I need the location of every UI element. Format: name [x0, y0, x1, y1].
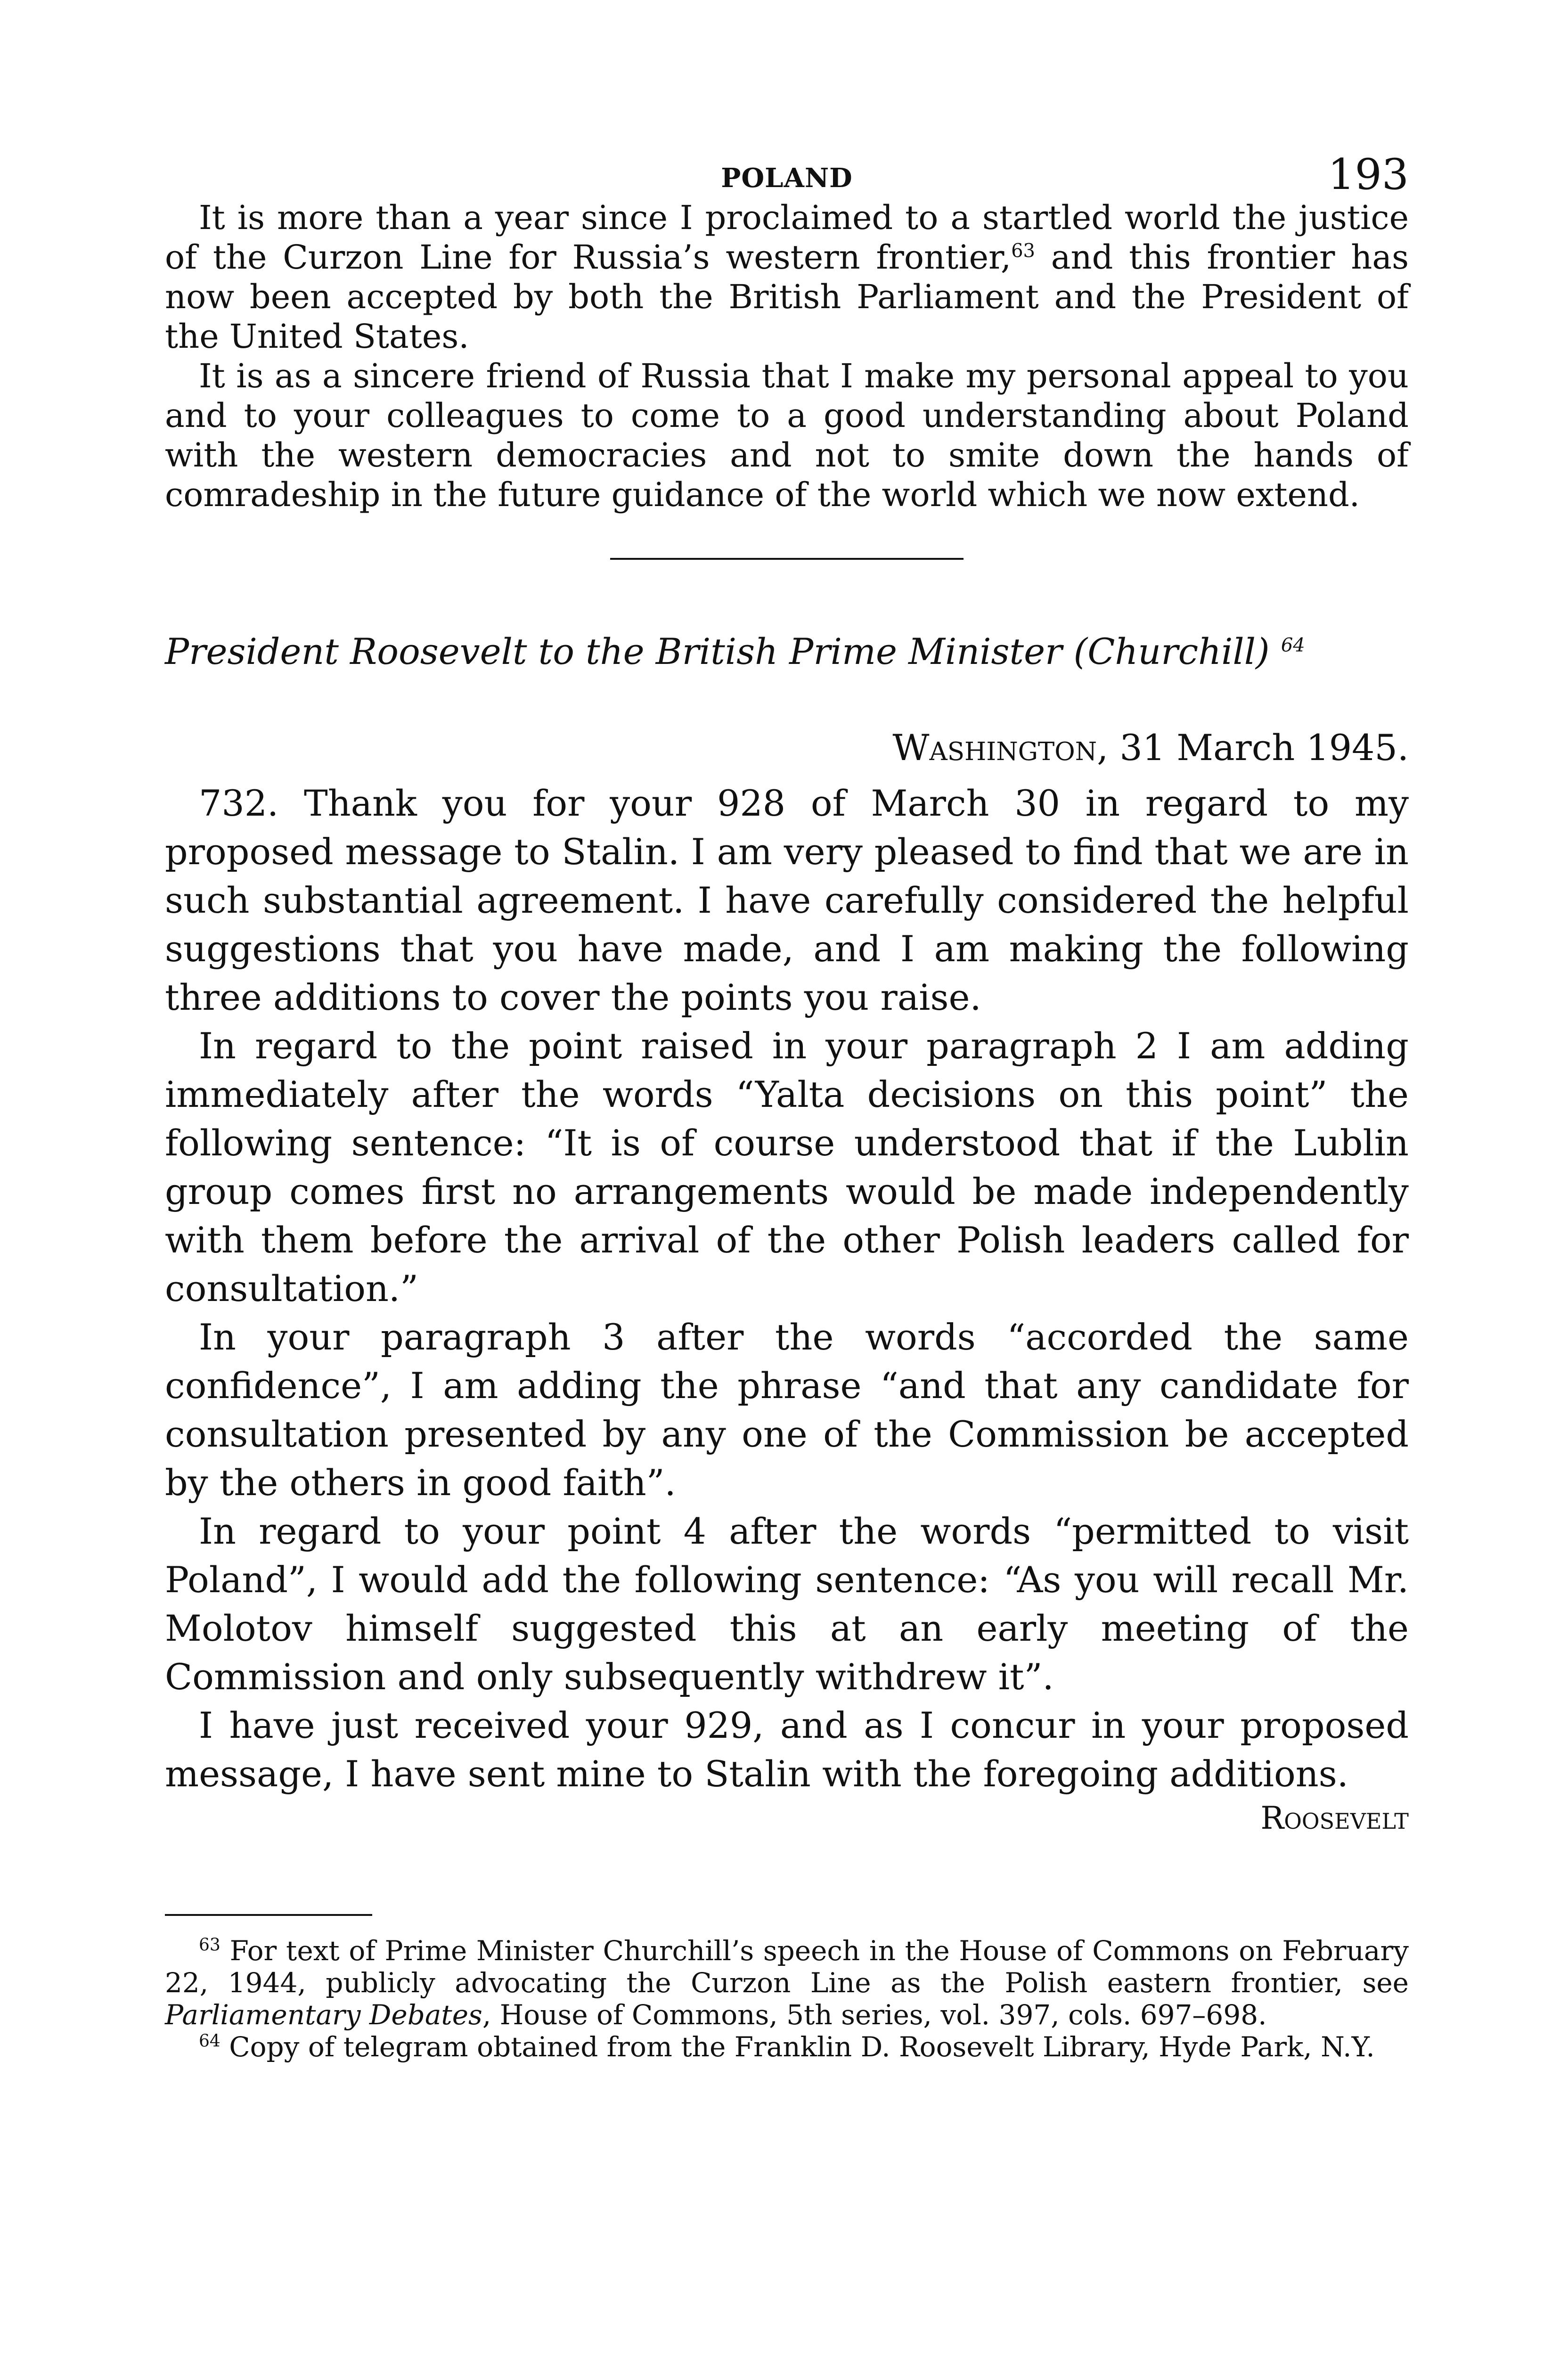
- message-body: [165, 779, 1409, 1798]
- section-separator: [610, 558, 964, 560]
- paragraph: In regard to the point raised in your paragraph 2 I am adding immediately after the words “Yalta decisions on this point” the following sentence: “It is of course understood that if the Lublin group comes first no arrangements would be made independently with them before the arrival of the other Polish leaders called for consultation.”: [165, 1025, 1409, 1309]
- document-heading-text: President Roosevelt to the British Prime Minister (Churchill): [165, 630, 1270, 672]
- footnote-text: Copy of telegram obtained from the Franklin D. Roosevelt Library, Hyde Park, N.Y.: [229, 2031, 1375, 2063]
- footnote-text: For text of Prime Minister Churchill’s speech in the House of Commons on February 22, 1944, publicly advocating the Curzon Line as the Polish eastern frontier, see: [165, 1935, 1409, 1999]
- footnote-number: 64: [199, 2031, 220, 2051]
- document-heading: [165, 630, 1409, 672]
- footnote-text: , House of Commons, 5th series, vol. 397, cols. 697–698.: [482, 1999, 1267, 2031]
- footnote-italic-title: Parliamentary Debates: [165, 1999, 482, 2031]
- footnote-reference: 63: [1011, 240, 1035, 262]
- dateline: [165, 727, 1409, 769]
- paragraph: In your paragraph 3 after the words “accorded the same confidence”, I am adding the phrase “and that any candidate for consultation presented by any one of the Commission be accepted by the others in good faith”.: [165, 1316, 1409, 1504]
- footnote: [165, 2031, 1409, 2063]
- document-page: [165, 141, 1409, 2063]
- paragraph: It is as a sincere friend of Russia that I make my personal appeal to you and to your colleagues to come to a good understanding about Poland with the western democracies and not to smite down the hands of comradeship in the future guidance of the world which we now extend.: [165, 357, 1409, 514]
- footnote-reference: 64: [1281, 634, 1305, 656]
- dateline-place: Washington: [892, 727, 1097, 769]
- footnote: [165, 1935, 1409, 2031]
- paragraph: I have just received your 929, and as I concur in your proposed message, I have sent mine to Stalin with the foregoing additions.: [165, 1704, 1409, 1795]
- footnotes: [165, 1935, 1409, 2063]
- footnote-rule: [165, 1914, 372, 1916]
- paragraph-text: It is more than a year since I proclaimed to a startled world the justice of the Curzon Line for Russia’s western frontier,: [165, 198, 1409, 277]
- signature: Roosevelt: [1260, 1800, 1409, 1836]
- paragraph-text: and this frontier has now been accepted by both the British Parliament and the President of the United States.: [165, 238, 1409, 356]
- paragraph: 732. Thank you for your 928 of March 30 in regard to my proposed message to Stalin. I am very pleased to find that we are in such substantial agreement. I have carefully considered the helpful suggestions that you have made, and I am making the following three additions to cover the points you raise.: [165, 782, 1409, 1018]
- page-number: 193: [1328, 150, 1409, 199]
- paragraph: In regard to your point 4 after the words “permitted to visit Poland”, I would add the following sentence: “As you will recall Mr. Molotov himself suggested this at an early meeting of the Commission and only subsequently withdrew it”.: [165, 1510, 1409, 1698]
- footnote-number: 63: [199, 1935, 220, 1955]
- dateline-date: , 31 March 1945.: [1097, 727, 1409, 769]
- running-title: POLAND: [721, 163, 853, 194]
- paragraph: [165, 198, 1409, 356]
- running-head: [165, 141, 1409, 198]
- previous-document-text: [165, 198, 1409, 515]
